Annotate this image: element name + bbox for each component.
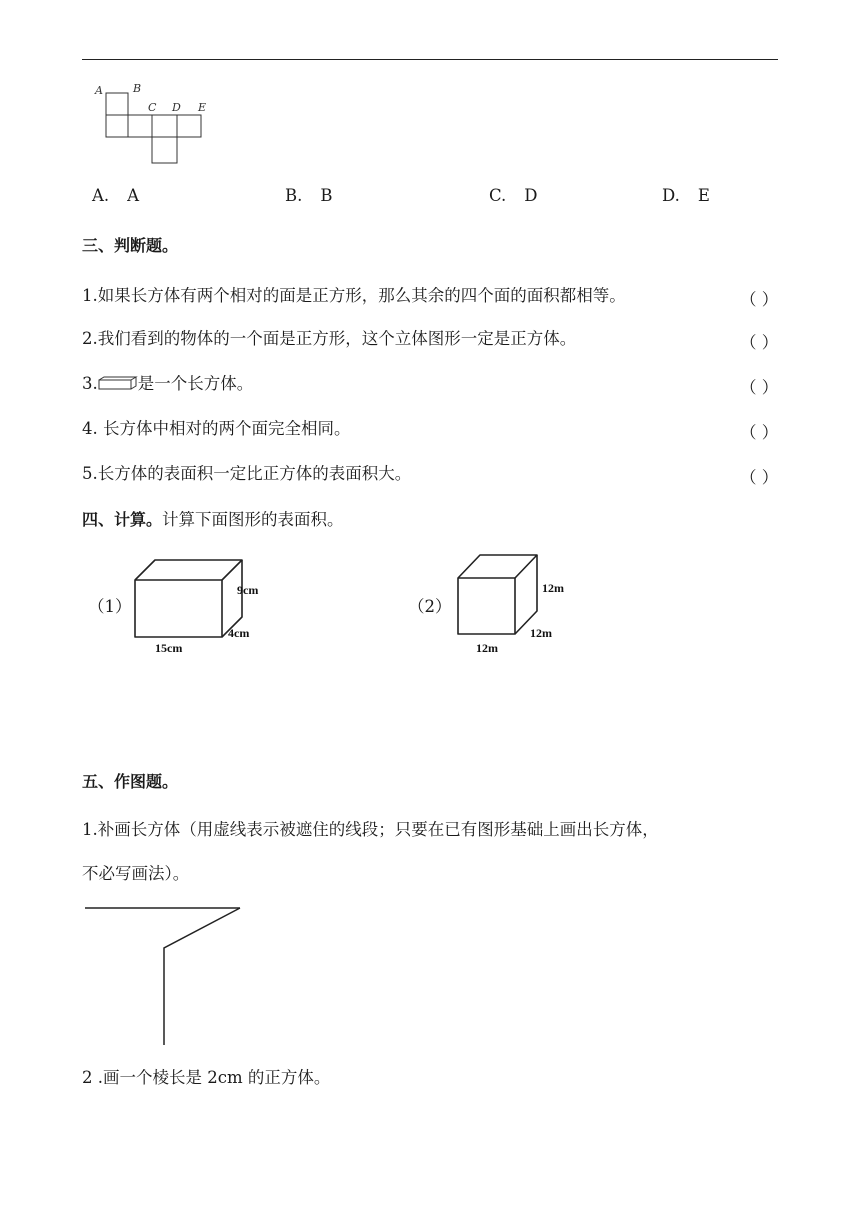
top-rule: [82, 59, 778, 60]
draw-q1-line2: 不必写画法）。: [82, 864, 190, 883]
judge-item-1: 1.如果长方体有两个相对的面是正方形，那么其余的四个面的面积都相等。: [82, 286, 626, 305]
judge-item-2: 2.我们看到的物体的一个面是正方形，这个立体图形一定是正方体。: [82, 329, 577, 348]
height-label-2: 12m: [542, 581, 564, 595]
answer-blank-4[interactable]: （ ）: [740, 423, 779, 442]
net-label-d: D: [172, 101, 181, 114]
section3-title: 三、判断题。: [82, 236, 179, 255]
answer-blank-1[interactable]: （ ）: [740, 290, 779, 309]
width-label-1: 4cm: [228, 626, 250, 640]
judge-item-3: [82, 374, 253, 394]
cuboid-icon: [98, 376, 138, 390]
net-label-e: E: [198, 101, 207, 114]
section4-title: 四、计算。: [82, 510, 163, 529]
draw-q1-line1: 1.补画长方体（用虚线表示被遮住的线段；只要在已有图形基础上画出长方体，: [82, 820, 659, 839]
answer-blank-5[interactable]: （ ）: [740, 468, 779, 487]
option-letter: D.: [662, 186, 680, 205]
option-b[interactable]: [285, 186, 333, 206]
answer-blank-2[interactable]: （ ）: [740, 333, 779, 352]
width-label-2: 12m: [530, 626, 552, 640]
cube-net-figure: [90, 80, 220, 170]
section4-instruction: 计算下面图形的表面积。: [162, 510, 344, 529]
judge-item-5: 5.长方体的表面积一定比正方体的表面积大。: [82, 464, 412, 483]
section4-heading-line: [82, 510, 344, 530]
item-number: 3.: [82, 374, 98, 393]
height-label-1: 9cm: [237, 583, 259, 597]
partial-cuboid-drawing: [80, 900, 250, 1050]
option-c[interactable]: [489, 186, 538, 206]
answer-blank-3[interactable]: （ ）: [740, 378, 779, 397]
figure-2-label: （2）: [408, 597, 452, 616]
option-a[interactable]: [92, 186, 139, 206]
net-label-b: B: [133, 82, 142, 95]
figure-1-label: （1）: [88, 597, 132, 616]
length-label-2: 12m: [476, 641, 498, 655]
length-label-1: 15cm: [155, 641, 183, 655]
option-value: E: [697, 186, 710, 205]
option-d[interactable]: [662, 186, 710, 206]
judge-item-4: 4. 长方体中相对的两个面完全相同。: [82, 419, 351, 438]
option-value: B: [320, 186, 333, 205]
option-letter: B.: [285, 186, 303, 205]
draw-q2: 2 .画一个棱长是 2cm 的正方体。: [82, 1068, 331, 1087]
option-value: D: [524, 186, 538, 205]
option-letter: C.: [489, 186, 507, 205]
section5-title: 五、作图题。: [82, 772, 179, 791]
option-value: A: [127, 186, 140, 205]
option-letter: A.: [92, 186, 110, 205]
cuboid-figure-1: [125, 555, 285, 655]
net-label-c: C: [148, 101, 157, 114]
cube-figure-2: [450, 550, 580, 660]
net-label-a: A: [95, 84, 103, 97]
item-text: 是一个长方体。: [137, 374, 254, 393]
